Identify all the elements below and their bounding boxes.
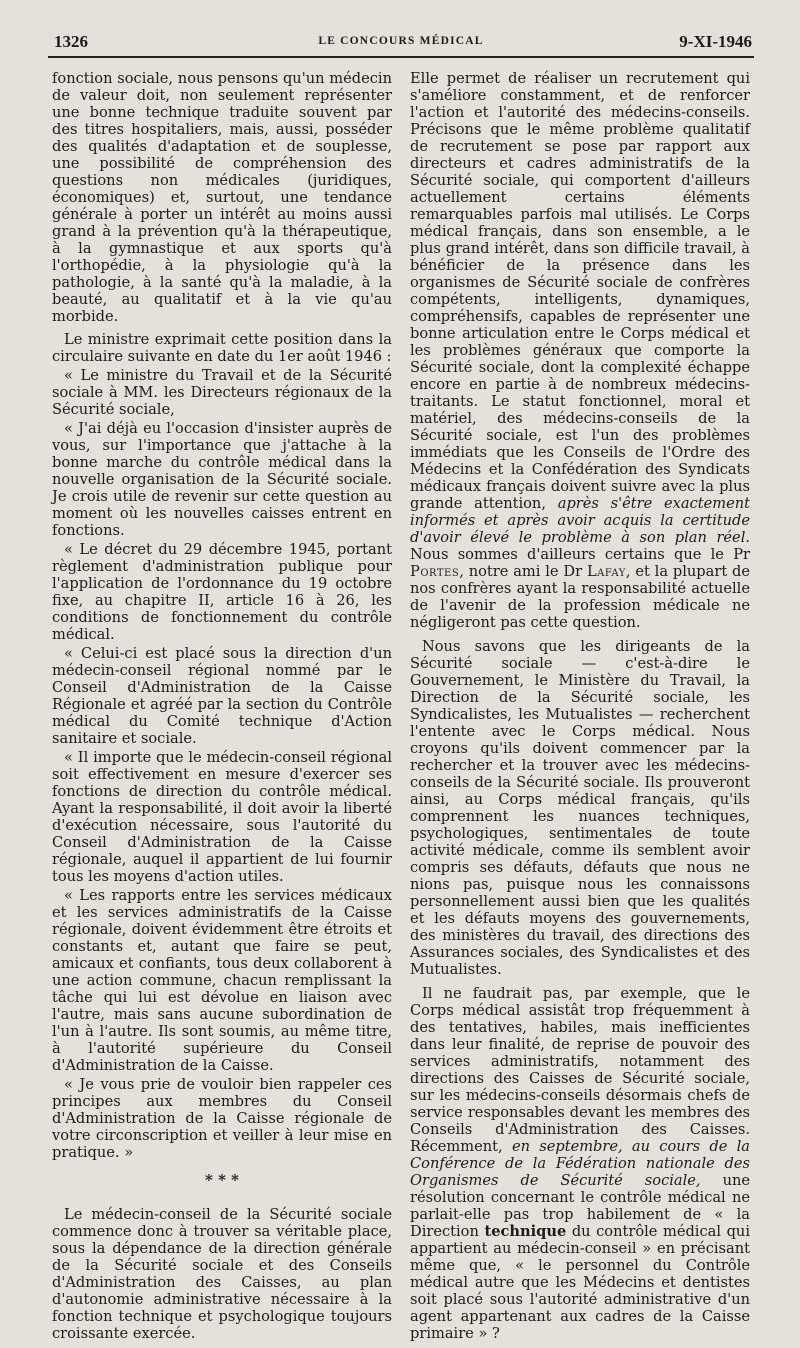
text-run: Il ne faudrait pas, par exemple, que le Corps médical assistât trop fréquemment à des tentatives, habiles, mais inefficientes dans leur finalité, de reprise de pouvoir des services administratifs, notamment des directions des Caisses de Sécurité sociale, sur les médecins-conseils désormais chefs de service responsables devant les membres des Conseils d'Administration des Caisses. Récemment, <box>410 985 750 1155</box>
quote-paragraph: « J'ai déjà eu l'occasion d'insister auprès de vous, sur l'importance que j'attache à la bonne marche du contrôle médical dans la nouvelle organisation de la Sécurité sociale. Je crois utile de revenir sur cette question au moment où les nouvelles caisses entrent en fonctions. <box>52 420 392 539</box>
left-column <box>52 70 392 1348</box>
page-number: 1326 <box>54 32 88 51</box>
section-separator: * * * <box>205 1171 239 1189</box>
italic-text: en septembre, au cours de la Conférence de la Fédération nationale des Organismes de Sécurité sociale, <box>410 1138 751 1189</box>
text-run: Nous sommes d'ailleurs certains que le Pr <box>410 546 750 563</box>
quote-paragraph: « Il importe que le médecin-conseil régional soit effectivement en mesure d'exercer ses fonctions de direction du contrôle médical. Ayant la responsabilité, il doit avoir la liberté d'exécution nécessaire, sous l'autorité du Conseil d'Administration de la Caisse régionale, auquel il appartient de lui fournir tous les moyens d'action utiles. <box>52 749 392 885</box>
paragraph: fonction sociale, nous pensons qu'un médecin de valeur doit, non seulement représenter une bonne technique traduite souvent par des titres hospitaliers, mais, aussi, posséder des qualités d'adaptation et de souplesse, une possibilité de compréhension des questions non médicales (juridiques, économiques) et, surtout, une tendance générale à porter un intérêt au moins aussi grand à la prévention qu'à la thérapeutique, à la gymnastique et aux sports qu'à l'orthopédie, à la physiologie qu'à la pathologie, à la santé qu'à la maladie, à la beauté, au qualitatif et à la vie qu'au morbide. <box>52 70 392 325</box>
text-run: , notre ami le Dr <box>459 563 583 580</box>
text-run: une résolution concernant le contrôle médical ne parlait-elle pas trop habilement de « la Direction <box>410 1172 751 1240</box>
paragraph <box>410 70 750 631</box>
paragraph: Le ministre exprimait cette position dans la circulaire suivante en date du 1er août 1946 : <box>52 331 392 365</box>
issue-date: 9-XI-1946 <box>679 32 752 51</box>
right-column <box>410 70 750 1348</box>
text-run: du contrôle médical qui appartient au médecin-conseil » en précisant même que, « le personnel du Contrôle médical autre que les Médecins et dentistes soit placé sous l'autorité administrative d'un agent appartenant aux cadres de la Caisse primaire » ? <box>410 1223 750 1342</box>
italic-text: après s'être exactement informés et après avoir acquis la certitude d'avoir élevé le problème à son plan réel. <box>410 495 751 546</box>
person-name: Lafay <box>586 563 626 580</box>
quote-paragraph: « Je vous prie de vouloir bien rappeler ces principes aux membres du Conseil d'Administration de la Caisse régionale de votre circonscription et veiller à leur mise en pratique. » <box>52 1076 392 1161</box>
text-run: , et la plupart de nos confrères ayant la responsabilité actuelle de l'avenir de la profession médicale ne négligeront pas cette question. <box>410 563 751 631</box>
quote-paragraph: « Le ministre du Travail et de la Sécurité sociale à MM. les Directeurs régionaux de la Sécurité sociale, <box>52 367 392 418</box>
person-name: Portes <box>410 563 460 580</box>
text-run: Elle permet de réaliser un recrutement qui s'améliore constamment, et de renforcer l'action et l'autorité des médecins-conseils. Précisons que le même problème qualitatif de recrutement se pose par rapport aux directeurs et cadres administratifs de la Sécurité sociale, qui comportent d'ailleurs actuellement certains éléments remarquables parfois mal utilisés. Le Corps médical français, dans son ensemble, a le plus grand intérêt, dans son difficile travail, à bénéficier de la présence dans les organismes de Sécurité sociale de confrères compétents, intelligents, dynamiques, compréhensifs, capables de représenter une bonne articulation entre le Corps médical et les problèmes généraux que comporte la Sécurité sociale, dont la complexité échappe encore en partie à de nombreux médecins-traitants. Le statut fonctionnel, moral et matériel, des médecins-conseils de la Sécurité sociale, est l'un des problèmes immédiats que les Conseils de l'Ordre des Médecins et la Confédération des Syndicats médicaux français doivent suivre avec la plus grande attention, <box>410 70 750 512</box>
paragraph: Le médecin-conseil de la Sécurité sociale commence donc à trouver sa véritable place, sous la dépendance de la direction générale de la Sécurité sociale et des Conseils d'Administration des Caisses, au plan d'autonomie administrative nécessaire à la fonction technique et psychologique toujours croissante exercée. <box>52 1206 392 1342</box>
paragraph: Nous savons que les dirigeants de la Sécurité sociale — c'est-à-dire le Gouvernement, le Ministère du Travail, la Direction de la Sécurité sociale, les Syndicalistes, les Mutualistes — recherchent l'entente avec le Corps médical. Nous croyons qu'ils doivent commencer par la rechercher et la trouver avec les médecins-conseils de la Sécurité sociale. Ils prouveront ainsi, au Corps médical français, qu'ils comprennent les nuances techniques, psychologiques, sentimentales de toute activité médicale, comme ils semblent avoir compris ses défauts, défauts que nous ne nions pas, puisque nous les connaissons personnellement aussi bien que les qualités et les défauts moyens des gouvernements, des ministères du travail, des directions des Assurances sociales, des Syndicalistes et des Mutualistes. <box>410 638 750 978</box>
quote-paragraph: « Les rapports entre les services médicaux et les services administratifs de la Caisse régionale, doivent évidemment être étroits et constants et, autant que faire se peut, amicaux et confiants, tous deux collaborent à une action commune, chacun remplissant la tâche qui lui est dévolue en liaison avec l'autre, mais sans aucune subordination de l'un à l'autre. Ils sont soumis, au même titre, à l'autorité supérieure du Conseil d'Administration de la Caisse. <box>52 887 392 1074</box>
journal-title: LE CONCOURS MÉDICAL <box>318 35 484 47</box>
quote-paragraph: « Celui-ci est placé sous la direction d'un médecin-conseil régional nommé par le Conseil d'Administration de la Caisse Régionale et agréé par la section du Contrôle médical du Comité technique d'Action sanitaire et sociale. <box>52 645 392 747</box>
paragraph <box>410 985 750 1342</box>
page-header <box>48 30 754 58</box>
quote-paragraph: « Le décret du 29 décembre 1945, portant règlement d'administration publique pour l'application de l'ordonnance du 19 octobre fixe, au chapitre II, article 16 à 26, les conditions de fonctionnement du contrôle médical. <box>52 541 392 643</box>
bold-text: technique <box>484 1223 567 1240</box>
